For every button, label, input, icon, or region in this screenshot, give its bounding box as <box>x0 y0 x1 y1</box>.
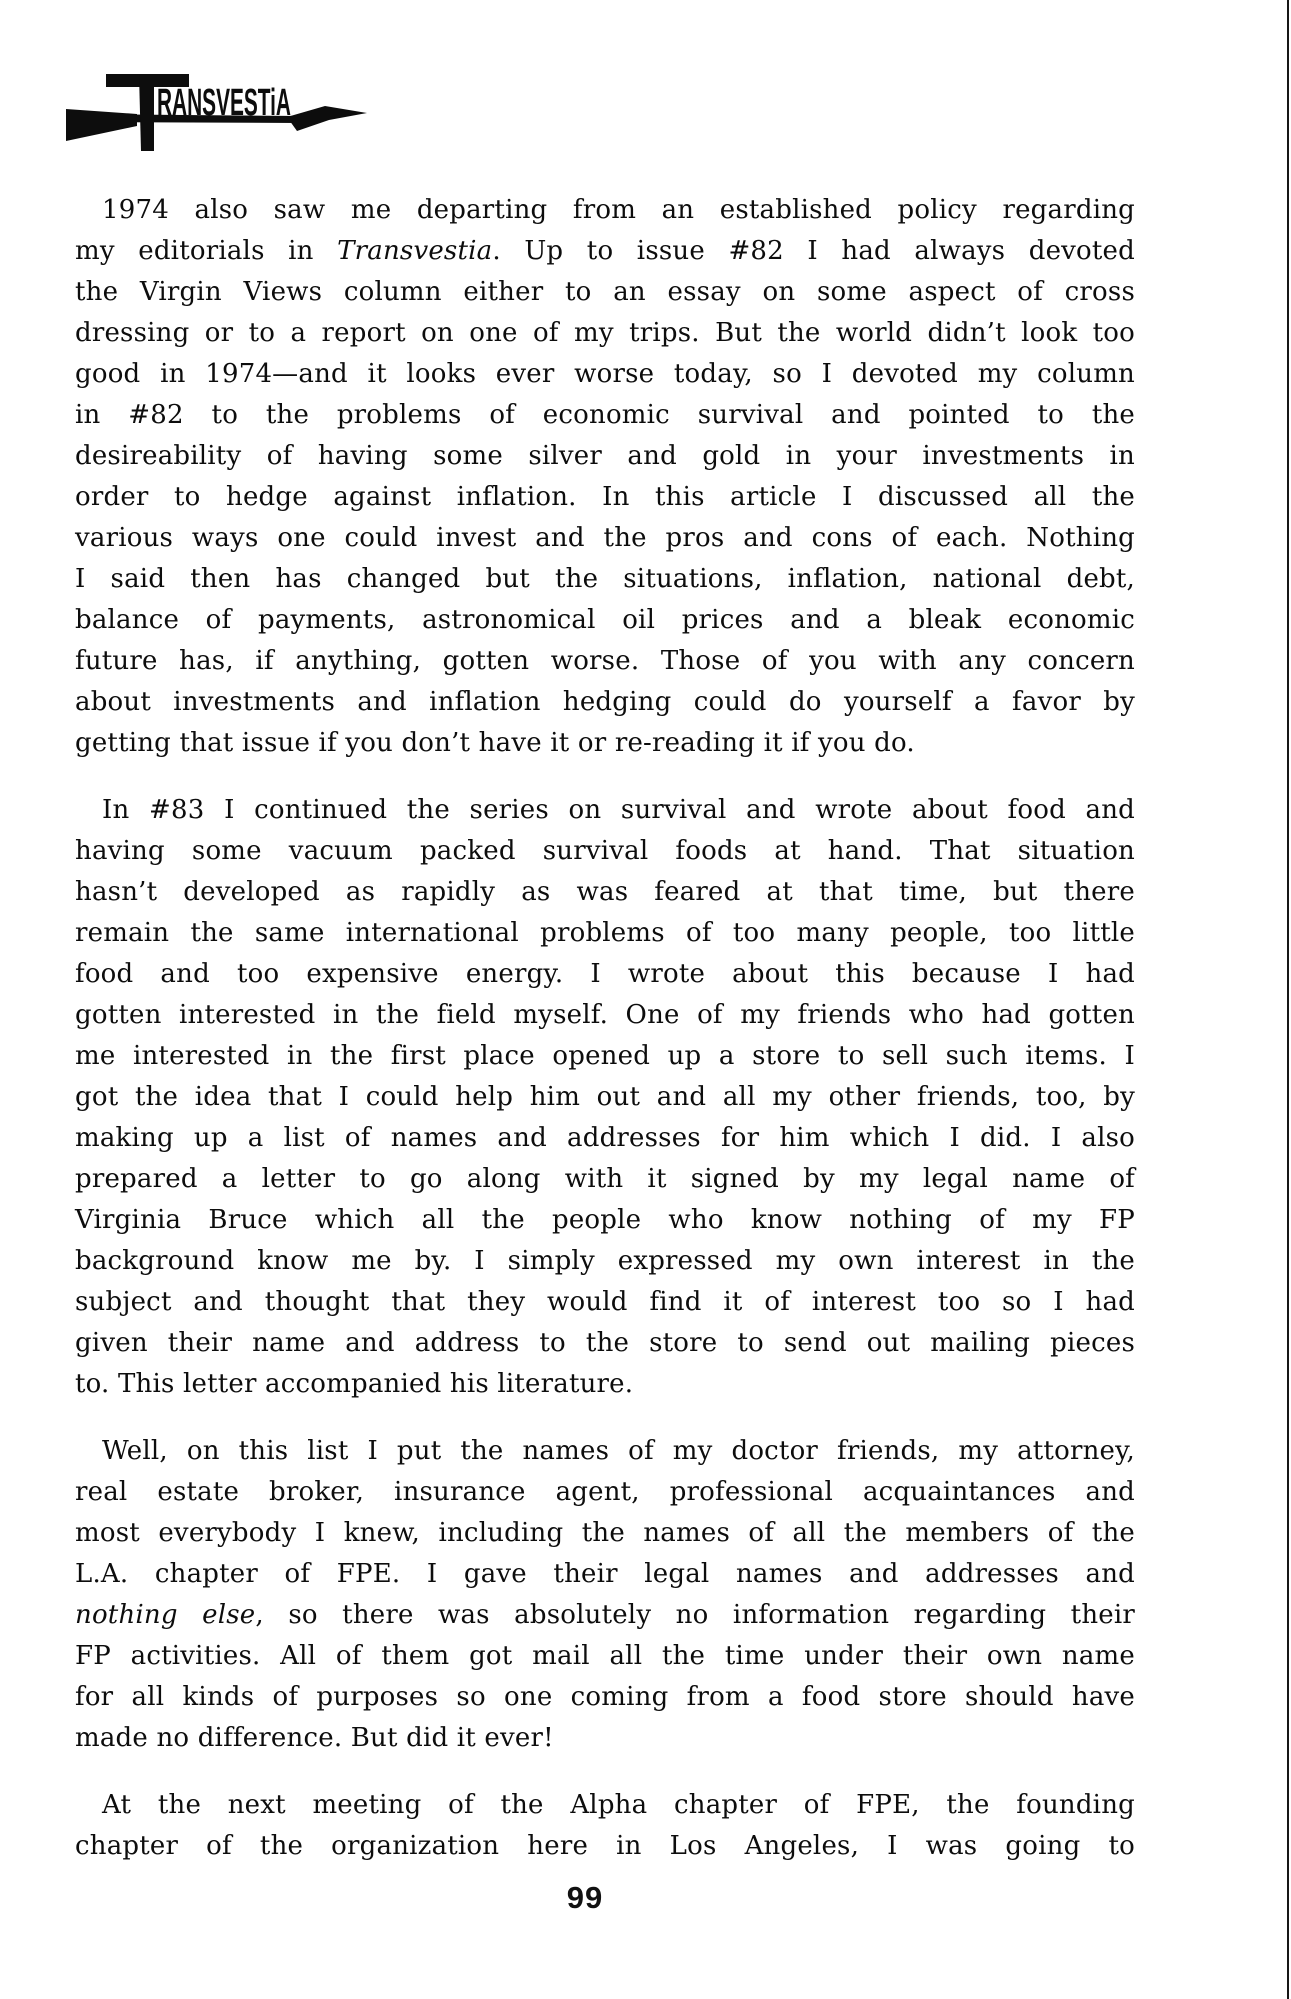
text-line <box>75 641 1135 682</box>
text-line <box>75 1364 1135 1405</box>
text-line <box>75 354 1135 395</box>
text-line <box>75 1118 1135 1159</box>
text-segment: food and too expensive energy. I wrote about this because I had <box>75 959 1135 989</box>
text-line <box>75 1513 1135 1554</box>
text-line <box>75 272 1135 313</box>
italic-text-segment: nothing else <box>75 1600 256 1630</box>
text-segment: L.A. chapter of FPE. I gave their legal names and addresses and <box>75 1559 1135 1589</box>
text-segment: remain the same international problems of too many people, too little <box>75 918 1135 948</box>
masthead-logo-text: RANSVESTiA <box>157 82 291 124</box>
text-segment: in #82 to the problems of economic survival and pointed to the <box>75 400 1135 430</box>
text-line <box>75 1431 1135 1472</box>
text-segment: desireability of having some silver and gold in your investments in <box>75 441 1135 471</box>
text-line <box>75 436 1135 477</box>
text-segment: chapter of the organization here in Los Angeles, I was going to <box>75 1831 1135 1861</box>
text-segment: me interested in the first place opened up a store to sell such items. I <box>75 1041 1135 1071</box>
text-line <box>75 1159 1135 1200</box>
text-line <box>75 1241 1135 1282</box>
transvestia-masthead-logo <box>63 58 383 158</box>
text-line <box>75 1785 1135 1826</box>
text-segment: Well, on this list I put the names of my doctor friends, my attorney, <box>102 1436 1135 1466</box>
text-line <box>75 313 1135 354</box>
text-segment: . Up to issue #82 I had always devoted <box>492 236 1135 266</box>
text-line <box>75 790 1135 831</box>
text-segment: FP activities. All of them got mail all the time under their own name <box>75 1641 1135 1671</box>
text-segment: about investments and inflation hedging could do yourself a favor by <box>75 687 1135 717</box>
text-segment: order to hedge against inflation. In this article I discussed all the <box>75 482 1135 512</box>
text-segment: I said then has changed but the situations, inflation, national debt, <box>75 564 1135 594</box>
text-line <box>75 1200 1135 1241</box>
text-segment: getting that issue if you don’t have it or re-reading it if you do. <box>75 728 915 758</box>
text-segment: In #83 I continued the series on survival and wrote about food and <box>102 795 1135 825</box>
text-segment: prepared a letter to go along with it signed by my legal name of <box>75 1164 1135 1194</box>
text-segment: At the next meeting of the Alpha chapter of FPE, the founding <box>102 1790 1135 1820</box>
text-line <box>75 1826 1135 1867</box>
text-line <box>75 1472 1135 1513</box>
text-segment: gotten interested in the field myself. One of my friends who had gotten <box>75 1000 1135 1030</box>
big-t-stem <box>139 74 154 151</box>
text-line <box>75 190 1135 231</box>
text-segment: real estate broker, insurance agent, professional acquaintances and <box>75 1477 1135 1507</box>
text-segment: future has, if anything, gotten worse. Those of you with any concern <box>75 646 1135 676</box>
text-segment: 1974 also saw me departing from an established policy regarding <box>102 195 1135 225</box>
text-segment: dressing or to a report on one of my trips. But the world didn’t look too <box>75 318 1135 348</box>
text-segment: balance of payments, astronomical oil prices and a bleak economic <box>75 605 1135 635</box>
text-segment: given their name and address to the store to send out mailing pieces <box>75 1328 1135 1358</box>
text-segment: having some vacuum packed survival foods at hand. That situation <box>75 836 1135 866</box>
text-line <box>75 954 1135 995</box>
text-segment: for all kinds of purposes so one coming from a food store should have <box>75 1682 1135 1712</box>
scan-edge-line <box>1287 0 1289 1999</box>
text-line <box>75 1595 1135 1636</box>
text-segment: subject and thought that they would find it of interest too so I had <box>75 1287 1135 1317</box>
text-segment: making up a list of names and addresses for him which I did. I also <box>75 1123 1135 1153</box>
text-line <box>75 518 1135 559</box>
text-line <box>75 995 1135 1036</box>
text-line <box>75 831 1135 872</box>
paragraph <box>75 790 1135 1405</box>
text-segment: hasn’t developed as rapidly as was feared at that time, but there <box>75 877 1135 907</box>
page-number: 99 <box>566 1880 604 1915</box>
text-segment: various ways one could invest and the pros and cons of each. Nothing <box>75 523 1135 553</box>
text-line <box>75 1323 1135 1364</box>
text-line <box>75 1036 1135 1077</box>
text-line <box>75 1554 1135 1595</box>
text-line <box>75 872 1135 913</box>
text-line <box>75 395 1135 436</box>
italic-text-segment: Transvestia <box>337 236 493 266</box>
masthead-logo-graphic <box>63 58 383 158</box>
arrow-head <box>287 106 367 131</box>
text-line <box>75 1077 1135 1118</box>
text-segment: most everybody I knew, including the names of all the members of the <box>75 1518 1135 1548</box>
text-line <box>75 231 1135 272</box>
text-segment: my editorials in <box>75 236 338 266</box>
article-body <box>75 190 1135 1893</box>
paragraph <box>75 190 1135 764</box>
text-segment: the Virgin Views column either to an essay on some aspect of cross <box>75 277 1135 307</box>
text-line <box>75 1718 1135 1759</box>
text-line <box>75 1282 1135 1323</box>
text-segment: to. This letter accompanied his literature. <box>75 1369 634 1399</box>
text-line <box>75 1677 1135 1718</box>
text-line <box>75 723 1135 764</box>
text-line <box>75 600 1135 641</box>
text-line <box>75 477 1135 518</box>
paragraph <box>75 1431 1135 1759</box>
text-segment: background know me by. I simply expressed my own interest in the <box>75 1246 1135 1276</box>
text-line <box>75 1636 1135 1677</box>
paragraph <box>75 1785 1135 1867</box>
text-line <box>75 913 1135 954</box>
text-segment: , so there was absolutely no information regarding their <box>255 1600 1135 1630</box>
text-segment: good in 1974—and it looks ever worse today, so I devoted my column <box>75 359 1135 389</box>
text-segment: Virginia Bruce which all the people who know nothing of my FP <box>75 1205 1135 1235</box>
text-segment: made no difference. But did it ever! <box>75 1723 554 1753</box>
text-line <box>75 559 1135 600</box>
arrow-tail <box>66 109 137 141</box>
text-segment: got the idea that I could help him out and all my other friends, too, by <box>75 1082 1135 1112</box>
text-line <box>75 682 1135 723</box>
